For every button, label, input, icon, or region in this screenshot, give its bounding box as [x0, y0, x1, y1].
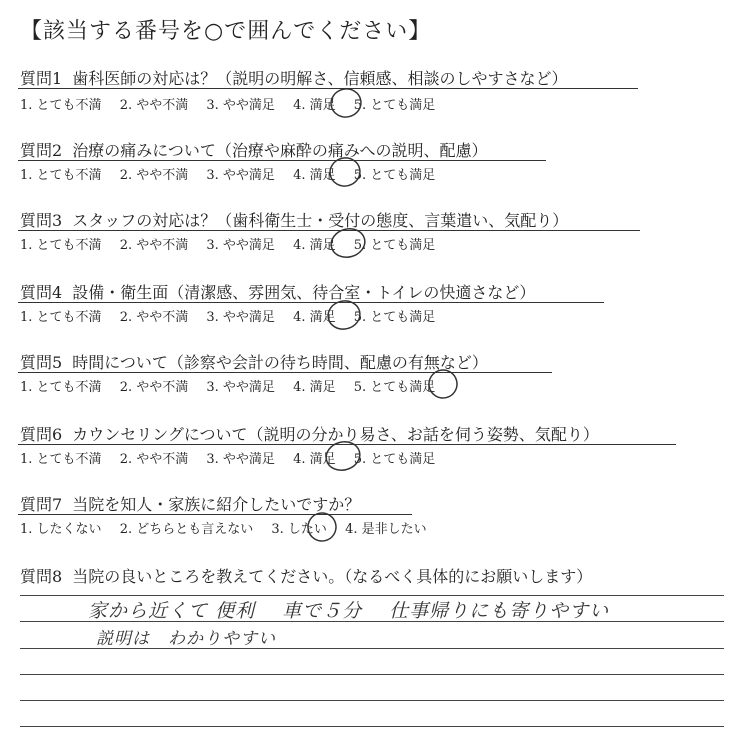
- option-selected[interactable]: 4. 満足: [293, 238, 336, 253]
- question-text: 当院の良いところを教えてください。（なるべく具体的にお願いします）: [72, 567, 593, 586]
- option[interactable]: 4. 是非したい: [345, 522, 427, 537]
- option-selected[interactable]: 4. 満足: [293, 452, 336, 467]
- option[interactable]: 1. とても不満: [20, 452, 102, 467]
- option[interactable]: 2. やや不満: [119, 238, 189, 253]
- options-row-5: [20, 376, 449, 395]
- options-row-7: [20, 518, 441, 537]
- question-number: 質問3: [20, 211, 63, 230]
- question-3: [20, 208, 568, 231]
- option-selected[interactable]: 3. したい: [271, 522, 327, 537]
- question-6: [20, 422, 599, 445]
- options-row-4: [20, 306, 449, 325]
- option[interactable]: 5. とても満足: [353, 452, 436, 467]
- option[interactable]: 3. やや満足: [206, 310, 275, 325]
- question-text: スタッフの対応は？（歯科衛生士・受付の態度、言葉遣い、気配り）: [72, 211, 569, 230]
- option[interactable]: 1. とても不満: [20, 98, 102, 113]
- question-text: 時間について（診察や会計の待ち時間、配慮の有無など）: [72, 353, 488, 372]
- question-underline: [18, 88, 638, 89]
- option[interactable]: 2. どちらとも言えない: [119, 522, 254, 537]
- option[interactable]: 1. とても不満: [20, 380, 102, 395]
- options-row-6: [20, 448, 449, 467]
- option-selected[interactable]: 4. 満足: [293, 168, 336, 183]
- option[interactable]: 1. したくない: [20, 522, 102, 537]
- question-underline: [18, 230, 640, 231]
- option[interactable]: 2. やや不満: [119, 452, 189, 467]
- question-underline: [18, 372, 552, 373]
- question-5: [20, 350, 488, 373]
- question-number: 質問2: [20, 141, 63, 160]
- handwritten-answer-line-2: 説明は わかりやすい: [96, 629, 276, 649]
- question-number: 質問4: [20, 283, 63, 302]
- option[interactable]: 3. やや満足: [206, 380, 275, 395]
- question-number: 質問5: [20, 353, 63, 372]
- page-title: 【該当する番号を○で囲んでください】: [20, 19, 432, 44]
- question-number: 質問1: [20, 69, 63, 88]
- option[interactable]: 2. やや不満: [119, 98, 189, 113]
- option[interactable]: 2. やや不満: [119, 310, 189, 325]
- option-selected[interactable]: 4. 満足: [293, 98, 336, 113]
- question-text: 当院を知人・家族に紹介したいですか？: [72, 495, 361, 514]
- question-number: 質問7: [20, 495, 63, 514]
- option-selected[interactable]: 4. 満足: [293, 310, 336, 325]
- option[interactable]: 2. やや不満: [119, 168, 189, 183]
- option[interactable]: 5. とても満足: [353, 238, 436, 253]
- options-row-1: [20, 94, 449, 113]
- question-text: 治療の痛みについて（治療や麻酔の痛みへの説明、配慮）: [72, 141, 488, 160]
- question-number: 質問6: [20, 425, 63, 444]
- option[interactable]: 3. やや満足: [206, 98, 275, 113]
- options-row-3: [20, 234, 449, 253]
- option[interactable]: 5. とても満足: [353, 310, 436, 325]
- question-underline: [18, 444, 676, 445]
- option[interactable]: 1. とても不満: [20, 310, 102, 325]
- question-text: カウンセリングについて（説明の分かり易さ、お話を伺う姿勢、気配り）: [72, 425, 599, 444]
- handwritten-answer-line-1: 家から近くて 便利 車で５分 仕事帰りにも寄りやすい: [88, 600, 610, 622]
- option[interactable]: 5. とても満足: [353, 168, 436, 183]
- answer-line: [20, 700, 724, 701]
- option[interactable]: 3. やや満足: [206, 168, 275, 183]
- question-underline: [18, 514, 412, 515]
- option-selected[interactable]: 5. とても満足: [353, 380, 436, 395]
- question-number: 質問8: [20, 567, 63, 586]
- option[interactable]: 1. とても不満: [20, 238, 102, 253]
- option[interactable]: 3. やや満足: [206, 238, 275, 253]
- options-row-2: [20, 164, 449, 183]
- answer-line: [20, 674, 724, 675]
- option[interactable]: 2. やや不満: [119, 380, 189, 395]
- question-underline: [18, 160, 546, 161]
- question-underline: [18, 302, 604, 303]
- question-text: 設備・衛生面（清潔感、雰囲気、待合室・トイレの快適さなど）: [72, 283, 536, 302]
- answer-line: [20, 726, 724, 727]
- option[interactable]: 4. 満足: [293, 380, 336, 395]
- question-text: 歯科医師の対応は？（説明の明解さ、信頼感、相談のしやすさなど）: [72, 69, 568, 88]
- option[interactable]: 3. やや満足: [206, 452, 275, 467]
- question-7: [20, 492, 360, 515]
- option[interactable]: 5. とても満足: [353, 98, 436, 113]
- option[interactable]: 1. とても不満: [20, 168, 102, 183]
- question-4: [20, 280, 535, 303]
- question-8: [20, 564, 592, 587]
- question-1: [20, 66, 568, 89]
- question-2: [20, 138, 488, 161]
